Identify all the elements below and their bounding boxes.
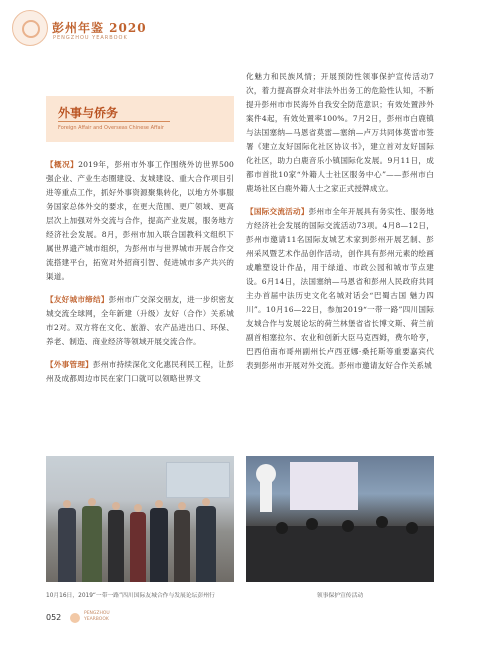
footer-brand: PENGZHOU YEARBOOK (84, 611, 110, 622)
yearbook-subtitle: PENGZHOU YEARBOOK (53, 35, 128, 41)
tag-intl-exchange: 【国际交流活动】 (246, 207, 309, 216)
right-column (246, 70, 434, 373)
paragraph-continued: 化魅力和民族风情；开展预防性领事保护宣传活动7次，着力提高群众对非法外出务工的危险性认知，不断提升彭州市市民海外自我安全防范意识；有效处置涉外案件4起，有效处置率100%。7月2日，彭州市白鹿镇与法国塞纳—马恩省莫雷—塞纳—卢万共同体莫雷市签署《建立友好国际化社区协议书》，建立首对友好国际化社区，助力白鹿音乐小镇国际化发展。9月11日，成都市首批10家“外籍人士社区服务中心”——彭州市白鹿场社区白鹿外籍人士之家正式授牌成立。 (246, 72, 434, 193)
section-title: 外事与侨务 (58, 106, 119, 120)
photo-caption-left: 10月16日，2019“一带一路”四川国际友城合作与发展论坛彭州行 (46, 593, 215, 599)
yearbook-title: 彭州年鉴 2020 (52, 21, 147, 35)
paragraph-sister-cities: 【友好城市缔结】彭州市广交深交朋友，进一步织密友城交流全球网，全年新建（升级）友好（合作）关系城市2对。双方将在文化、旅游、农产品进出口、环保、养老、制造、商业经济等领域开展交流合作。 (46, 295, 234, 346)
paragraph-intl-exchange: 【国际交流活动】彭州市全年开展具有务实性、服务地方经济社会发展的国际交流活动73项。4月8—12日，彭州市邀请11名国际友城艺术家到彭州开展艺制、彭州采风暨艺术作品创作活动，创作具有彭州元素的绘画或雕塑设计作品，用于绿道、市政公园和城市节点建设。6月14日，法国塞纳—马恩省和彭州人民政府共同主办首届中法历史文化名城对话会“巴蜀古国 魅力四川”。10月16—22日，参加2019“一带一路”四川国际友城合作与发展论坛的荷兰林堡省省长博文斯、荷兰前副首相塞拉尔、农业和创新大臣马克西姆，费尔哈亨，巴西伯南布哥州副州长卢西亚娜·桑托斯等重要嘉宾代表到彭州市开展对外交流。彭州市邀请友好合作关系城 (246, 207, 434, 370)
page-number: 052 (46, 613, 62, 622)
footer-emblem-icon (70, 613, 80, 623)
yearbook-emblem-icon (12, 10, 48, 46)
tag-foreign-admin: 【外事管理】 (46, 360, 94, 369)
photo-caption-right: 领事保护宣传活动 (316, 593, 364, 599)
section-divider (58, 121, 170, 122)
left-column (46, 158, 234, 386)
tag-overview: 【概况】 (46, 160, 79, 169)
photo-forum-visit (46, 456, 234, 582)
paragraph-overview: 【概况】2019年，彭州市外事工作围绕外访世界500强企业、产业生态圈建设、友城建设、重大合作项目引进等重点工作，抓好外事资源聚集转化，以地方外事服务国家总体外交的要求，在更大范围、更广领域、更高层次上加强对外交流与合作，提高产业发展，服务地方经济社会发展。8月，彭州市加入联合国教科文组织下属世界遗产城市组织，为彭州市与世界城市开展合作交流搭建平台，拓宽对外招商引智、促进城市多产共兴的渠道。 (46, 160, 234, 281)
section-subtitle: Foreign Affair and Overseas Chinese Affair (58, 125, 164, 131)
photo-consular-protection (246, 456, 434, 582)
paragraph-foreign-admin: 【外事管理】彭州市持续深化文化惠民利民工程，让彭州及成都周边市民在家门口就可以领略世界文 (46, 360, 234, 383)
tag-sister-cities: 【友好城市缔结】 (46, 295, 109, 304)
